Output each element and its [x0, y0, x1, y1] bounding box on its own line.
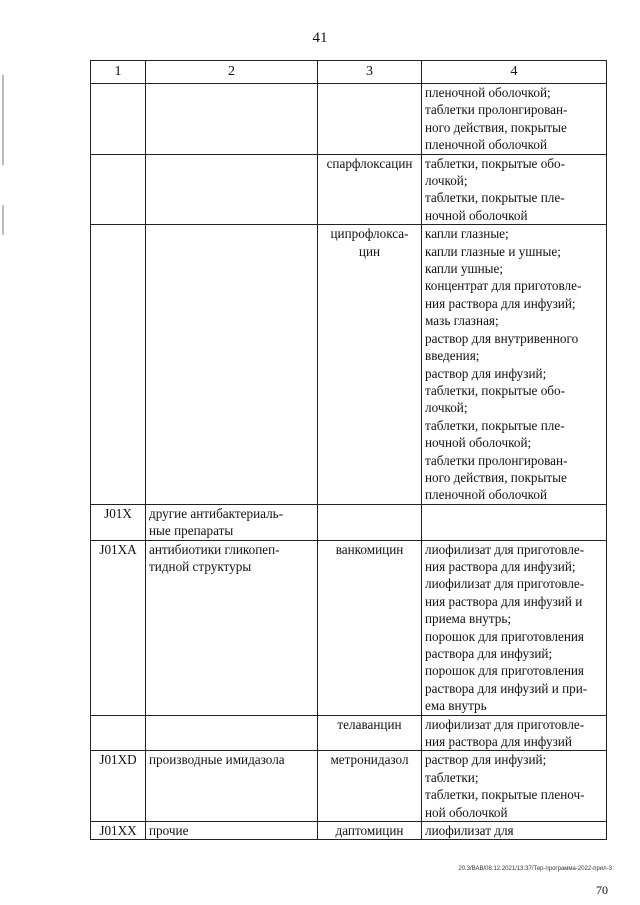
dosage-forms [422, 540, 607, 715]
form-line: таблетки пролонгирован- [425, 102, 568, 118]
form-line: ния раствора для инфузий; [425, 295, 576, 311]
form-line: приема внутрь; [425, 611, 512, 627]
page-number: 41 [312, 30, 328, 46]
form-line: таблетки, покрытые пле- [425, 417, 565, 433]
form-line: пленочной оболочкой [425, 487, 548, 503]
form-line: ния раствора для инфузий [425, 734, 572, 750]
drug-name: телаванцин [318, 715, 422, 751]
form-line: раствора для инфузий; [425, 646, 553, 661]
atc-group: производные имидазола [146, 751, 318, 822]
form-line: лиофилизат для приготовле- [425, 541, 585, 557]
table-row [91, 84, 607, 155]
form-line: таблетки, покрытые пле- [425, 190, 565, 206]
table-row [91, 822, 607, 840]
form-line: пленочной оболочкой [425, 137, 548, 153]
form-line: ночной оболочкой; [425, 435, 532, 451]
form-line: порошок для приготовления [425, 628, 585, 644]
table-row [91, 540, 607, 715]
column-header: 1 [91, 61, 146, 84]
column-header: 2 [146, 61, 318, 84]
drug-name: метронидазол [318, 751, 422, 822]
column-header: 4 [422, 61, 607, 84]
table-row [91, 715, 607, 751]
table-row [91, 154, 607, 225]
dosage-forms [422, 715, 607, 751]
form-line: ема внутрь [425, 698, 487, 714]
form-line: капли ушные; [425, 261, 504, 277]
form-line: ния раствора для инфузий; [425, 558, 576, 574]
form-line: раствор для внутривенного [425, 330, 579, 346]
dosage-forms [422, 154, 607, 225]
form-line: концентрат для приготовле- [425, 278, 582, 294]
drug-name: ципрофлокса- цин [318, 225, 422, 505]
dosage-forms [422, 751, 607, 822]
document-reference: 20.3/ВАВ/08.12.2021/13:37/Тер-программа-2022-прил-3 [458, 866, 612, 872]
form-line: лиофилизат для [425, 823, 514, 839]
form-line: порошок для приготовления [425, 663, 585, 679]
form-line: лочкой; [425, 400, 468, 416]
atc-group: другие антибактериаль- ные препараты [146, 504, 318, 540]
form-line: ной оболочкой [425, 804, 508, 820]
form-line: таблетки; [425, 769, 479, 785]
dosage-forms [422, 84, 607, 155]
form-line: лиофилизат для приготовле- [425, 716, 585, 732]
form-line: раствор для инфузий; [425, 365, 547, 381]
table-row [91, 504, 607, 540]
form-line: лочкой; [425, 173, 468, 189]
form-line: ния раствора для инфузий и [425, 593, 583, 609]
form-line: ного действия, покрытые [425, 469, 567, 485]
drug-table [90, 60, 607, 840]
header-row [91, 61, 607, 84]
atc-group: прочие [146, 822, 318, 840]
table-row [91, 225, 607, 505]
form-line: капли глазные и ушные; [425, 243, 561, 259]
atc-code: J01XA [91, 540, 146, 715]
drug-name: ванкомицин [318, 540, 422, 715]
scan-edge-mark [2, 205, 4, 235]
footer-page-number: 70 [596, 883, 608, 897]
form-line: таблетки пролонгирован- [425, 452, 568, 468]
form-line: мазь глазная; [425, 313, 499, 329]
form-line: таблетки, покрытые обо- [425, 155, 565, 171]
scan-edge-mark [2, 75, 4, 165]
form-line: раствора для инфузий и при- [425, 680, 588, 696]
atc-code: J01XX [91, 822, 146, 840]
atc-code: J01XD [91, 751, 146, 822]
form-line: раствор для инфузий; [425, 752, 547, 768]
form-line: ного действия, покрытые [425, 119, 567, 135]
drug-name: даптомицин [318, 822, 422, 840]
form-line: капли глазные; [425, 226, 509, 242]
table-row [91, 751, 607, 822]
atc-group: антибиотики гликопеп- тидной структуры [146, 540, 318, 715]
form-line: таблетки, покрытые пленоч- [425, 787, 585, 803]
form-line: пленочной оболочкой; [425, 85, 551, 100]
column-header: 3 [318, 61, 422, 84]
drug-name: спарфлоксацин [318, 154, 422, 225]
form-line: таблетки, покрытые обо- [425, 382, 565, 398]
form-line: ночной оболочкой [425, 207, 528, 223]
form-line: введения; [425, 348, 480, 364]
form-line: лиофилизат для приготовле- [425, 576, 585, 592]
dosage-forms [422, 822, 607, 840]
atc-code: J01X [91, 504, 146, 540]
dosage-forms [422, 225, 607, 505]
